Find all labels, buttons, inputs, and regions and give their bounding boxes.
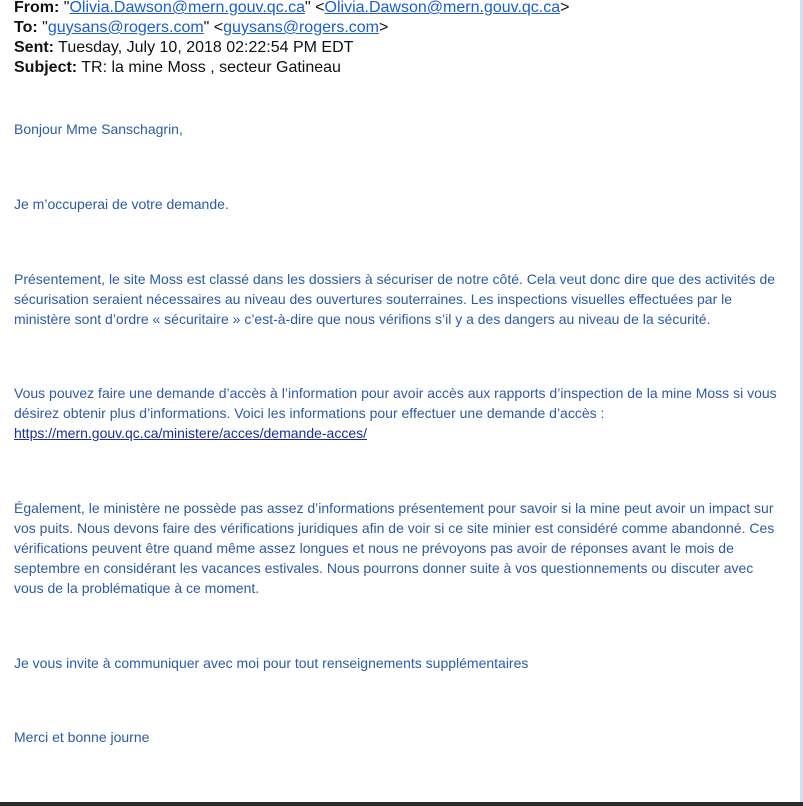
greeting: Bonjour Mme Sanschagrin,: [14, 121, 183, 137]
from-name-link[interactable]: Olivia.Dawson@mern.gouv.qc.ca: [69, 0, 306, 16]
paragraph-access-request: [14, 383, 784, 443]
to-row: To: "guysans@rogers.com" <guysans@rogers.com>: [14, 19, 389, 36]
bottom-border: [0, 802, 803, 806]
access-request-text: Vous pouvez faire une demande d’accès à l’information pour avoir accès aux rapports d’inspection de la mine Moss si vous désirez obtenir plus d’informations. Voici les informations pour effectuer une demande d’accès :: [14, 385, 777, 421]
closing: Merci et bonne journe: [14, 729, 150, 745]
subject-value: TR: la mine Moss , secteur Gatineau: [81, 59, 341, 76]
subject-row: [14, 58, 784, 78]
from-email-link[interactable]: Olivia.Dawson@mern.gouv.qc.ca: [324, 0, 561, 16]
paragraph-site-status: Présentement, le site Moss est classé dans les dossiers à sécuriser de notre côté. Cela veut donc dire que des activités de sécurisation seraient nécessaires au niveau des ouvertures souterraines. Les inspections visuelles effectuées par le ministère sont d’ordre « sécuritaire » c’est-à-dire que nous vérifions s’il y a des dangers au niveau de la sécurité.: [14, 271, 776, 327]
access-request-link[interactable]: https://mern.gouv.qc.ca/ministere/acces/demande-acces/: [14, 425, 368, 441]
to-label: To:: [14, 19, 38, 36]
email-header: [14, 0, 784, 78]
from-label: From:: [14, 0, 60, 16]
sent-value: Tuesday, July 10, 2018 02:22:54 PM EDT: [58, 39, 354, 56]
paragraph-invitation: Je vous invite à communiquer avec moi pour tout renseignements supplémentaires: [14, 655, 529, 671]
from-row: From: "Olivia.Dawson@mern.gouv.qc.ca" <Olivia.Dawson@mern.gouv.qc.ca>: [14, 0, 570, 16]
paragraph-handle-request: Je m’occuperai de votre demande.: [14, 196, 229, 212]
subject-label: Subject:: [14, 59, 78, 76]
sent-label: Sent:: [14, 39, 54, 56]
sent-row: [14, 38, 784, 58]
paragraph-impact: Également, le ministère ne possède pas assez d’informations présentement pour savoir si la mine peut avoir un impact sur vos puits. Nous devons faire des vérifications juridiques afin de voir si ce site minier est considéré comme abandonné. Ces vérifications peuvent être quand même assez longues et nous ne prévoyons pas avoir de réponses avant le mois de septembre en considérant les vacances estivales. Nous pourrons donner suite à vos questionnements ou discuter avec vous de la problématique à ce moment.: [14, 500, 775, 596]
to-name-link[interactable]: guysans@rogers.com: [47, 19, 204, 36]
to-email-link[interactable]: guysans@rogers.com: [223, 19, 379, 36]
